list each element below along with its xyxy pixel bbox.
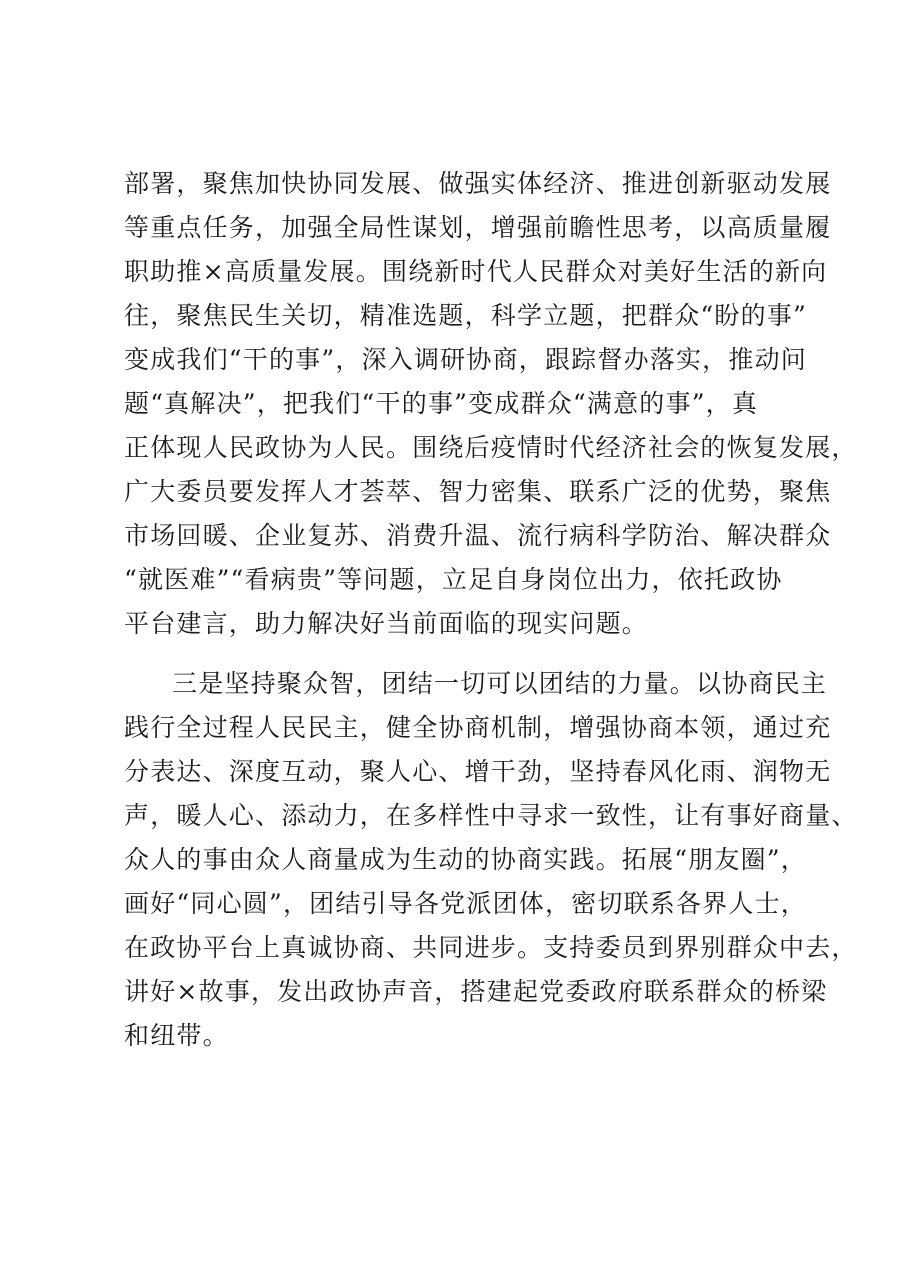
text-line: 平台建言，助力解决好当前面临的现实问题。	[124, 609, 649, 638]
text-line: 往，聚焦民生关切，精准选题，科学立题，把群众“盼的事”	[124, 301, 807, 330]
text-line: 部署，聚焦加快协同发展、做强实体经济、推进创新驱动发展	[124, 169, 832, 198]
text-line: 变成我们“干的事”，深入调研协商，跟踪督办落实，推动问	[124, 345, 807, 374]
text-line: 职助推×高质量发展。围绕新时代人民群众对美好生活的新向	[124, 257, 828, 286]
text-line: 等重点任务，加强全局性谋划，增强前瞻性思考，以高质量履	[124, 213, 832, 242]
text-line: 三是坚持聚众智，团结一切可以团结的力量。以协商民主	[172, 669, 828, 698]
text-line: 众人的事由众人商量成为生动的协商实践。拓展“朋友圈”，	[124, 845, 807, 874]
text-line: 题“真解决”，把我们“干的事”变成群众“满意的事”，真	[124, 389, 759, 418]
text-line: 声，暖人心、添动力，在多样性中寻求一致性，让有事好商量、	[124, 801, 858, 830]
text-line: “就医难”“看病贵”等问题，立足自身岗位出力，依托政协	[124, 565, 783, 594]
text-line: 正体现人民政协为人民。围绕后疫情时代经济社会的恢复发展，	[124, 433, 858, 462]
text-line: 在政协平台上真诚协商、共同进步。支持委员到界别群众中去，	[124, 933, 858, 962]
text-line: 践行全过程人民民主，健全协商机制，增强协商本领，通过充	[124, 713, 832, 742]
text-line: 画好“同心圆”，团结引导各党派团体，密切联系各界人士，	[124, 889, 807, 918]
text-line: 广大委员要发挥人才荟萃、智力密集、联系广泛的优势，聚焦	[124, 477, 832, 506]
text-line: 和纽带。	[124, 1021, 229, 1050]
text-line: 分表达、深度互动，聚人心、增干劲，坚持春风化雨、润物无	[124, 757, 832, 786]
text-line: 市场回暖、企业复苏、消费升温、流行病科学防治、解决群众	[124, 521, 832, 550]
text-line: 讲好×故事，发出政协声音，搭建起党委政府联系群众的桥梁	[124, 977, 828, 1006]
